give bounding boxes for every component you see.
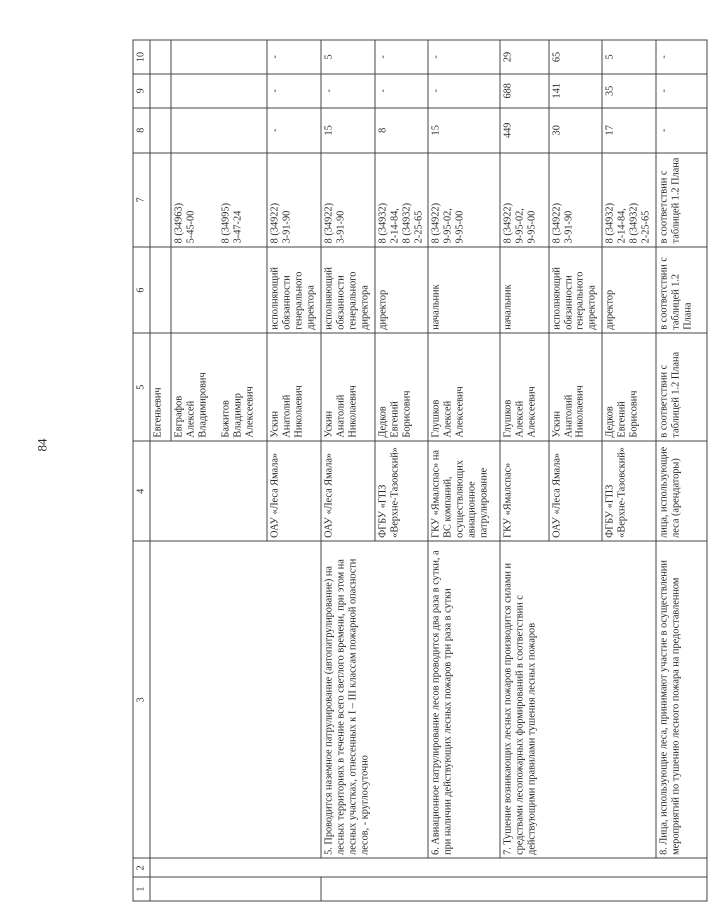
col-header-7: 7 [133, 153, 150, 247]
cell-col1 [321, 877, 707, 901]
phone-cell: 8 (34922) 3-91-90 [267, 153, 321, 247]
position-cell [150, 247, 170, 333]
responsible-person-cell: Евграфов Алексей Владимирович Бажитов Владимир Алексеевич [171, 333, 268, 441]
count-cell: - [428, 40, 499, 74]
responsible-person-cell: Ускин Анатолий Николаевич [549, 333, 603, 441]
count-cell: 5 [321, 40, 375, 74]
count-cell: - [267, 40, 321, 74]
col-header-2: 2 [133, 858, 150, 877]
phone-cell [150, 153, 170, 247]
col-header-8: 8 [133, 108, 150, 153]
responsible-person-cell: Глушков Алексей Алексеевич [428, 333, 499, 441]
organization-cell: ГКУ «Ямалспас» на ВС компаний, осуществляющих авиационное патрулирование [428, 441, 499, 541]
organization-cell: ФГБУ «ГПЗ «Верхне-Тазовский» [602, 441, 656, 541]
count-cell: 449 [500, 108, 549, 153]
table-row [428, 40, 499, 901]
count-cell: - [656, 108, 707, 153]
organization-cell: ФГБУ «ГПЗ «Верхне-Тазовский» [375, 441, 429, 541]
phone-cell: 8 (34932) 2-14-84, 8 (34932) 2-25-65 [602, 153, 656, 247]
measure-cell: 5. Проводится наземное патрулирование (автопатрулирование) на лесных территориях в течение всего светлого времени, при этом на лесных участках, отнесенных к I – III классам пожарной опасности лесов, - круглосуточно [321, 541, 428, 858]
responsible-person-cell: Дедков Евгений Борисович [602, 333, 656, 441]
organization-cell: ОАУ «Леса Ямала» [549, 441, 603, 541]
table-row [150, 40, 170, 901]
count-cell: 30 [549, 108, 603, 153]
responsible-person-cell: Евгеньевич [150, 333, 170, 441]
phone-cell: 8 (34963) 5-45-00 8 (34995) 3-47-24 [171, 153, 268, 247]
organization-cell: лица, использующие леса (арендаторы) [656, 441, 707, 541]
count-cell [171, 74, 268, 108]
rotated-table-wrapper [133, 40, 708, 902]
responsible-person-cell: Ускин Анатолий Николаевич [321, 333, 375, 441]
count-cell: - [375, 74, 429, 108]
col-header-3: 3 [133, 541, 150, 858]
col-header-9: 9 [133, 74, 150, 108]
count-cell: - [656, 40, 707, 74]
responsible-person-cell: в соответствии с таблицей 1.2 Плана [656, 333, 707, 441]
responsible-person-cell: Дедков Евгений Борисович [375, 333, 429, 441]
phone-cell: 8 (34932) 2-14-84, 8 (34932) 2-25-65 [375, 153, 429, 247]
cell-col1 [150, 877, 321, 901]
count-cell: 15 [428, 108, 499, 153]
organization-cell: ГКУ «Ямалспас» [500, 441, 549, 541]
measure-cell [150, 541, 321, 858]
position-cell: начальник [428, 247, 499, 333]
table-row [500, 40, 549, 901]
phone-cell: в соответствии с таблицей 1.2 Плана [656, 153, 707, 247]
position-cell: начальник [500, 247, 549, 333]
page-number: 84 [34, 438, 50, 452]
position-cell: директор [602, 247, 656, 333]
column-number-row [133, 40, 150, 901]
position-cell: исполняющий обязанности генерального директора [321, 247, 375, 333]
measure-cell: 8. Лица, использующие леса, принимают участие в осуществлении мероприятий по тушению лесного пожара на предоставленном [656, 541, 707, 858]
count-cell: 65 [549, 40, 603, 74]
responsible-person-cell: Ускин Анатолий Николаевич [267, 333, 321, 441]
position-cell: в соответствии с таблицей 1.2 Плана [656, 247, 707, 333]
phone-cell: 8 (34922) 9-95-02, 9-95-00 [500, 153, 549, 247]
count-cell: - [267, 108, 321, 153]
count-cell: 688 [500, 74, 549, 108]
table-row [656, 40, 707, 901]
count-cell: 35 [602, 74, 656, 108]
count-cell [171, 108, 268, 153]
count-cell: 29 [500, 40, 549, 74]
count-cell [150, 40, 170, 74]
count-cell [171, 40, 268, 74]
responsible-person-cell: Глушков Алексей Алексеевич [500, 333, 549, 441]
count-cell: - [656, 74, 707, 108]
position-cell: исполняющий обязанности генерального директора [549, 247, 603, 333]
organization-cell: ОАУ «Леса Ямала» [321, 441, 375, 541]
position-cell [171, 247, 268, 333]
organization-cell: ОАУ «Леса Ямала» [267, 441, 321, 541]
count-cell: 141 [549, 74, 603, 108]
count-cell: 8 [375, 108, 429, 153]
count-cell: - [321, 74, 375, 108]
count-cell: - [267, 74, 321, 108]
count-cell: 17 [602, 108, 656, 153]
position-cell: исполняющий обязанности генерального директора [267, 247, 321, 333]
count-cell: - [428, 74, 499, 108]
count-cell: 15 [321, 108, 375, 153]
table-row [321, 40, 375, 901]
count-cell [150, 74, 170, 108]
col-header-1: 1 [133, 877, 150, 901]
phone-cell: 8 (34922) 3-91-90 [549, 153, 603, 247]
count-cell: 5 [602, 40, 656, 74]
count-cell: - [375, 40, 429, 74]
count-cell [150, 108, 170, 153]
col-header-5: 5 [133, 333, 150, 441]
col-header-10: 10 [133, 40, 150, 74]
cell-col2 [150, 858, 707, 877]
phone-cell: 8 (34922) 9-95-02, 9-95-00 [428, 153, 499, 247]
position-cell: директор [375, 247, 429, 333]
measure-cell: 7. Тушение возникающих лесных пожаров производится силами и средствами лесопожарных формирований в соответствии с действующими правилами тушения лесных пожаров [500, 541, 656, 858]
phone-cell: 8 (34922) 3-91-90 [321, 153, 375, 247]
col-header-4: 4 [133, 441, 150, 541]
measure-cell: 6. Авиационное патрулирование лесов проводится два раза в сутки, а при наличии действующих лесных пожаров три раза в сутки [428, 541, 499, 858]
organization-cell [150, 441, 267, 541]
col-header-6: 6 [133, 247, 150, 333]
fire-measures-table [133, 40, 708, 902]
